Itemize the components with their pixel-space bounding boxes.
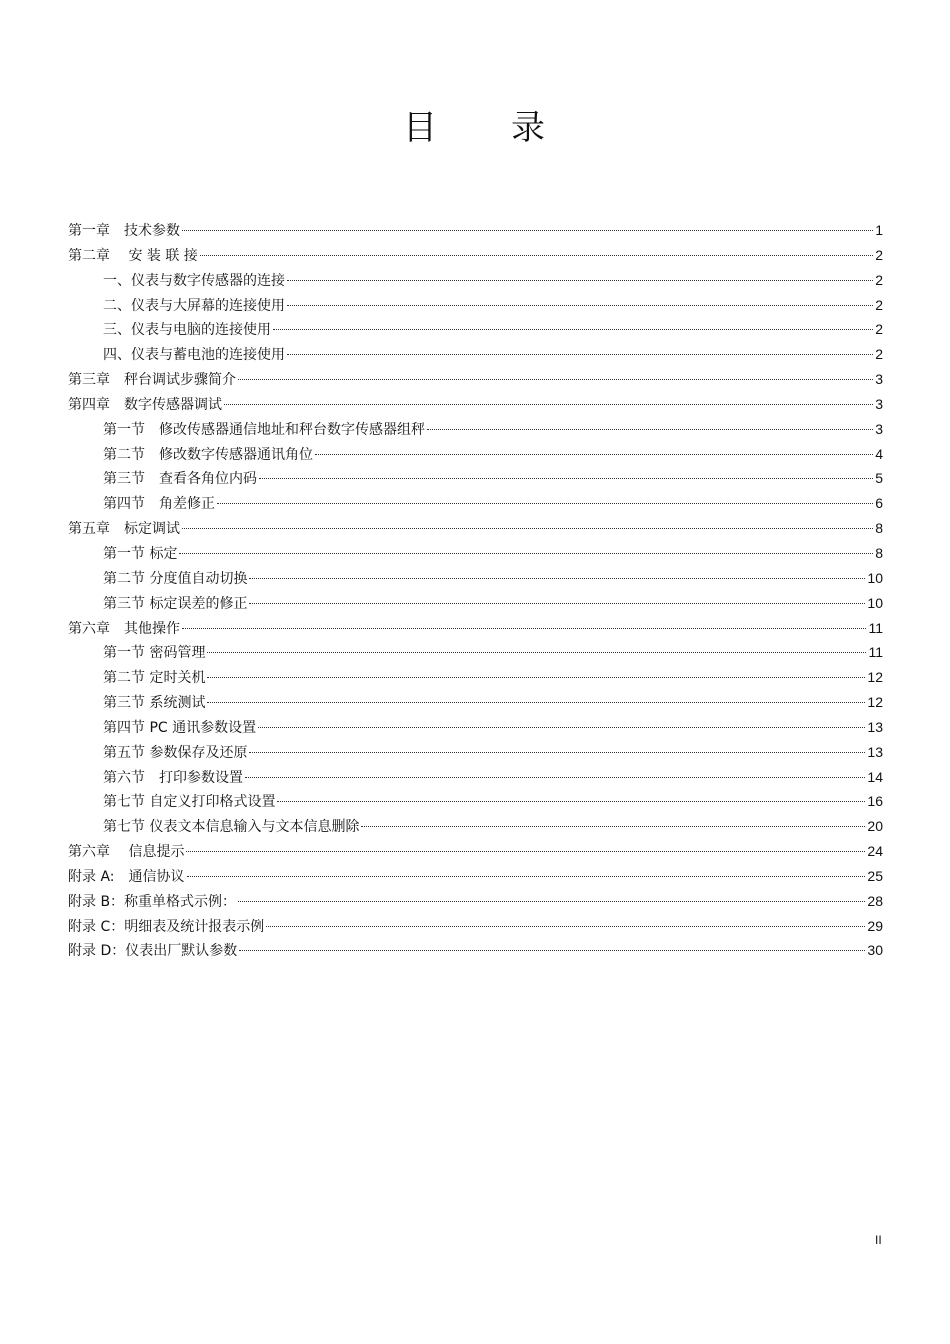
toc-entry-title: 第四章 数字传感器调试 xyxy=(68,396,222,413)
toc-entry-page-number: 2 xyxy=(875,321,883,338)
toc-entry-title: 第六节 打印参数设置 xyxy=(103,769,243,786)
toc-entry[interactable] xyxy=(68,938,883,963)
toc-entry-title: 附录 B：称重单格式示例： xyxy=(68,893,237,910)
toc-entry-title: 一、仪表与数字传感器的连接 xyxy=(103,272,285,289)
toc-entry-page-number: 8 xyxy=(875,544,883,561)
toc-entry[interactable] xyxy=(68,367,883,392)
toc-entry-title: 附录 A: 通信协议 xyxy=(68,868,185,885)
toc-entry-page-number: 30 xyxy=(867,942,883,959)
toc-entry[interactable] xyxy=(68,417,883,442)
toc-entry[interactable] xyxy=(68,914,883,939)
toc-entry-title: 三、仪表与电脑的连接使用 xyxy=(103,322,271,339)
toc-dot-leader xyxy=(239,950,865,951)
toc-entry[interactable] xyxy=(68,789,883,814)
toc-entry[interactable] xyxy=(68,715,883,740)
toc-entry-page-number: 3 xyxy=(875,420,883,437)
toc-entry-page-number: 2 xyxy=(875,346,883,363)
toc-entry-title: 附录 C：明细表及统计报表示例 xyxy=(68,918,265,935)
toc-entry[interactable] xyxy=(68,690,883,715)
toc-dot-leader xyxy=(258,727,865,728)
toc-entry-title: 第七节 自定义打印格式设置 xyxy=(103,794,276,811)
toc-dot-leader xyxy=(249,578,865,579)
toc-entry-title: 第四节 角差修正 xyxy=(103,496,215,513)
toc-entry[interactable] xyxy=(68,889,883,914)
toc-entry-page-number: 16 xyxy=(867,793,883,810)
toc-dot-leader xyxy=(273,329,873,330)
toc-entry-page-number: 14 xyxy=(867,768,883,785)
toc-dot-leader xyxy=(427,429,873,430)
toc-dot-leader xyxy=(238,379,873,380)
toc-dot-leader xyxy=(182,628,866,629)
toc-entry-page-number: 20 xyxy=(867,818,883,835)
toc-entry-page-number: 28 xyxy=(867,892,883,909)
toc-entry-page-number: 29 xyxy=(867,917,883,934)
toc-entry-page-number: 3 xyxy=(875,371,883,388)
toc-dot-leader xyxy=(238,901,865,902)
toc-dot-leader xyxy=(287,305,873,306)
toc-dot-leader xyxy=(200,255,873,256)
toc-entry[interactable] xyxy=(68,765,883,790)
toc-entry-title: 第四节 PC 通讯参数设置 xyxy=(103,719,257,736)
toc-entry-title: 第三章 秤台调试步骤简介 xyxy=(68,372,236,389)
toc-entry-page-number: 3 xyxy=(875,395,883,412)
toc-dot-leader xyxy=(217,503,873,504)
toc-dot-leader xyxy=(182,230,873,231)
toc-entry[interactable] xyxy=(68,317,883,342)
toc-entry[interactable] xyxy=(68,640,883,665)
toc-entry-page-number: 2 xyxy=(875,246,883,263)
toc-dot-leader xyxy=(277,801,865,802)
toc-entry-title: 第二节 修改数字传感器通讯角位 xyxy=(103,446,313,463)
toc-dot-leader xyxy=(207,677,865,678)
toc-entry-page-number: 2 xyxy=(875,271,883,288)
toc-dot-leader xyxy=(287,280,873,281)
toc-dot-leader xyxy=(259,478,873,479)
toc-entry-page-number: 11 xyxy=(868,644,883,661)
toc-entry-title: 第三节 标定误差的修正 xyxy=(103,595,248,612)
toc-entry-page-number: 5 xyxy=(875,470,883,487)
toc-entry[interactable] xyxy=(68,665,883,690)
page-title: 目 录 xyxy=(403,108,547,148)
toc-dot-leader xyxy=(207,652,866,653)
toc-entry-title: 第一章 技术参数 xyxy=(68,223,180,239)
toc-dot-leader xyxy=(315,454,873,455)
toc-entry[interactable] xyxy=(68,864,883,889)
toc-entry[interactable] xyxy=(68,566,883,591)
toc-entry-page-number: 24 xyxy=(867,843,883,860)
toc-dot-leader xyxy=(224,404,873,405)
toc-dot-leader xyxy=(207,702,865,703)
toc-entry[interactable] xyxy=(68,591,883,616)
toc-entry-page-number: 11 xyxy=(868,619,883,636)
toc-entry[interactable] xyxy=(68,740,883,765)
toc-entry[interactable] xyxy=(68,541,883,566)
toc-entry-page-number: 13 xyxy=(867,718,883,735)
toc-dot-leader xyxy=(186,851,865,852)
toc-dot-leader xyxy=(187,876,866,877)
toc-dot-leader xyxy=(361,826,865,827)
toc-entry-page-number: 4 xyxy=(875,445,883,462)
toc-entry[interactable] xyxy=(68,466,883,491)
toc-entry-title: 四、仪表与蓄电池的连接使用 xyxy=(103,347,285,364)
toc-entry[interactable] xyxy=(68,268,883,293)
toc-dot-leader xyxy=(287,354,873,355)
toc-entry-page-number: 2 xyxy=(875,296,883,313)
toc-entry-title: 第三节 查看各角位内码 xyxy=(103,471,257,488)
toc-entry-page-number: 6 xyxy=(875,495,883,512)
toc-dot-leader xyxy=(266,926,865,927)
toc-entry-title: 第七节 仪表文本信息输入与文本信息删除 xyxy=(103,819,360,836)
toc-entry-page-number: 12 xyxy=(867,694,883,711)
toc-entry-title: 二、仪表与大屏幕的连接使用 xyxy=(103,297,285,314)
toc-entry[interactable] xyxy=(68,442,883,467)
toc-entry-page-number: 13 xyxy=(867,743,883,760)
toc-entry[interactable] xyxy=(68,342,883,367)
toc-dot-leader xyxy=(249,752,865,753)
toc-entry-page-number: 12 xyxy=(867,669,883,686)
toc-entry-title: 第二节 定时关机 xyxy=(103,670,206,687)
toc-entry-title: 第三节 系统测试 xyxy=(103,695,206,712)
toc-entry[interactable] xyxy=(68,491,883,516)
toc-entry-title: 第一节 修改传感器通信地址和秤台数字传感器组秤 xyxy=(103,421,425,438)
toc-entry-title: 附录 D：仪表出厂默认参数 xyxy=(68,943,238,960)
toc-entry-title: 第一节 标定 xyxy=(103,545,178,562)
toc-entry[interactable] xyxy=(68,218,883,243)
toc-entry-page-number: 10 xyxy=(867,594,883,611)
toc-dot-leader xyxy=(182,528,873,529)
toc-entry[interactable] xyxy=(68,814,883,839)
toc-entry-title: 第一节 密码管理 xyxy=(103,645,206,662)
toc-entry-title: 第五节 参数保存及还原 xyxy=(103,744,248,761)
toc-entry-page-number: 10 xyxy=(867,569,883,586)
toc-entry[interactable] xyxy=(68,392,883,417)
toc-entry[interactable] xyxy=(68,516,883,541)
table-of-contents xyxy=(68,218,883,963)
toc-dot-leader xyxy=(249,603,865,604)
toc-entry-title: 第二节 分度值自动切换 xyxy=(103,570,248,587)
toc-entry[interactable] xyxy=(68,839,883,864)
toc-entry-title: 第五章 标定调试 xyxy=(68,521,180,538)
toc-entry-page-number: 25 xyxy=(867,867,883,884)
toc-dot-leader xyxy=(245,777,865,778)
toc-entry-title: 第六章 信息提示 xyxy=(68,844,185,861)
toc-entry-title: 第六章 其他操作 xyxy=(68,620,180,637)
toc-entry-page-number: 8 xyxy=(875,520,883,537)
toc-entry[interactable] xyxy=(68,616,883,641)
toc-entry[interactable] xyxy=(68,243,883,268)
toc-entry-page-number: 1 xyxy=(875,222,883,238)
toc-dot-leader xyxy=(179,553,873,554)
toc-entry[interactable] xyxy=(68,293,883,318)
page-number: II xyxy=(875,1233,882,1247)
toc-entry-title: 第二章 安 装 联 接 xyxy=(68,247,198,264)
